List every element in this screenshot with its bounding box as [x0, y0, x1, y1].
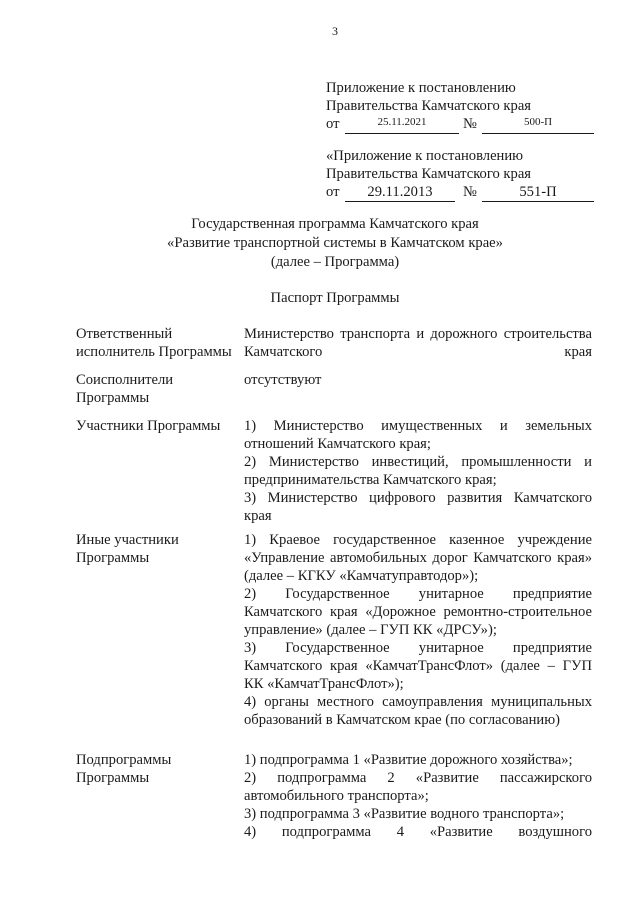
passport-value — [244, 751, 592, 841]
passport-label: Иные участники Программы — [76, 532, 179, 566]
passport-item: 1) подпрограмма 1 «Развитие дорожного хозяйства»; — [244, 752, 573, 768]
number-label: № — [463, 184, 477, 200]
appendix-line-1: Приложение к постановлению — [326, 80, 516, 96]
passport-item: 1) Министерство имущественных и земельных отношений Камчатского края; — [244, 418, 592, 452]
appendix-original-line-1: «Приложение к постановлению — [326, 148, 524, 164]
passport-value — [244, 417, 592, 525]
number-label: № — [463, 116, 477, 132]
program-title-line-3: (далее – Программа) — [270, 254, 400, 270]
passport-label: Участники Программы — [76, 418, 221, 434]
passport-item: 3) подпрограмма 3 «Развитие водного транспорта»; — [244, 806, 565, 822]
appendix-line-2: Правительства Камчатского края — [326, 98, 532, 114]
passport-item: 2) Государственное унитарное предприятие Камчатского края «Дорожное ремонтно-строительное управление» (далее – ГУП КК «ДРСУ»); — [244, 586, 592, 638]
appendix-current — [326, 79, 596, 135]
passport-title: Паспорт Программы — [270, 290, 400, 306]
appendix-original — [326, 147, 596, 203]
passport-value — [244, 371, 592, 389]
page-number: 3 — [332, 24, 338, 38]
passport-item: 4) подпрограмма 4 «Развитие воздушного — [244, 824, 592, 840]
appendix-date-number-row — [326, 115, 596, 135]
passport-item: отсутствуют — [244, 372, 322, 388]
passport-value — [244, 531, 592, 729]
program-title-line-2: «Развитие транспортной системы в Камчатском крае» — [167, 235, 503, 251]
appendix-original-date: 29.11.2013 — [345, 183, 455, 202]
passport-item: Министерство транспорта и дорожного строительства Камчатского края — [244, 326, 592, 360]
passport-item: 4) органы местного самоуправления муниципальных образований в Камчатском крае (по согласованию) — [244, 694, 592, 728]
passport-label: Соисполнители Программы — [76, 372, 174, 406]
from-label: от — [326, 184, 340, 200]
appendix-original-line-2: Правительства Камчатского края — [326, 166, 532, 182]
program-title — [0, 215, 640, 272]
appendix-original-date-number-row — [326, 183, 596, 203]
passport-item: 3) Государственное унитарное предприятие Камчатского края «КамчатТрансФлот» (далее – ГУП КК «КамчатТрансФлот»); — [244, 640, 592, 692]
appendix-original-number: 551-П — [482, 183, 594, 202]
program-title-line-1: Государственная программа Камчатского края — [191, 216, 479, 232]
passport-value — [244, 325, 592, 361]
passport-label: Ответственный исполнитель Программы — [76, 326, 232, 360]
passport-item: 2) Министерство инвестиций, промышленности и предпринимательства Камчатского края; — [244, 454, 592, 488]
passport-item: 2) подпрограмма 2 «Развитие пассажирского автомобильного транспорта»; — [244, 770, 592, 804]
appendix-date: 25.11.2021 — [345, 115, 459, 134]
appendix-number: 500-П — [482, 115, 594, 134]
passport-label: Подпрограммы Программы — [76, 752, 172, 786]
passport-item: 1) Краевое государственное казенное учреждение «Управление автомобильных дорог Камчатского края» (далее – КГКУ «Камчатуправтодор»); — [244, 532, 592, 584]
passport-item: 3) Министерство цифрового развития Камчатского края — [244, 490, 592, 524]
from-label: от — [326, 116, 340, 132]
